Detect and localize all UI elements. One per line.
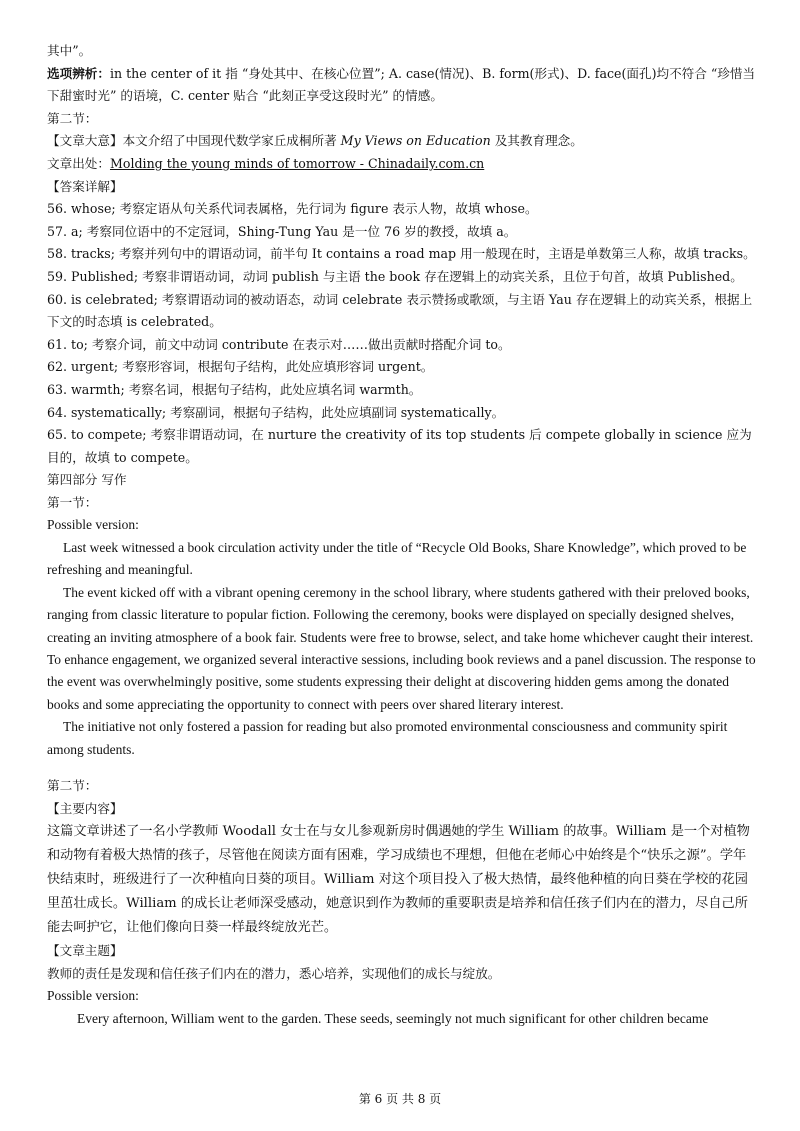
- text-line: 其中”。: [47, 43, 92, 58]
- answer-62: 62. urgent; 考察形容词，根据句子结构，此处应填形容词 urgent。: [47, 359, 434, 375]
- answer-59: 59. Published; 考察非谓语动词，动词 publish 与主语 the book 存在逻辑上的动宾关系，且位于句首，故填 Published。: [47, 268, 743, 284]
- possible-version-label: Possible version:: [47, 517, 139, 533]
- source-link[interactable]: Molding the young minds of tomorrow - Chinadaily.com.cn: [109, 155, 485, 171]
- main-content-text: 这篇文章讲述了一名小学教师 Woodall 女士在与女儿参观新房时偶遇她的学生 William 的故事。William 是一个对植物和动物有着极大热情的孩子，尽管他在阅读方面有困难，学习成绩也不理想，但他在老师心中始终是个“快乐之源”。学年快结束时，班级进行了一次种植向日葵的项目。William 对这个项目投入了极大热情，最终他种植的向日葵在学校的花园里茁壮成长。William 的成长让老师深受感动，她意识到作为教师的重要职责是培养和信任孩子们内在的潜力，尽自己所能去呵护它，让他们像向日葵一样最终绽放光芒。: [47, 824, 750, 936]
- part-four-heading: 第四部分 写作: [47, 472, 127, 488]
- book-title: My Views on Education: [340, 133, 491, 149]
- essay-two-paragraph: Every afternoon, William went to the garden. These seeds, seemingly not much significant for other children became: [77, 1010, 709, 1026]
- answer-56: 56. whose; 考察定语从句关系代词表属格，先行词为 figure 表示人物，故填 whose。: [47, 201, 538, 217]
- page-footer: 第 6 页 共 8 页: [358, 1092, 442, 1106]
- answer-63: 63. warmth; 考察名词，根据句子结构，此处应填名词 warmth。: [47, 381, 422, 397]
- section-two-writing-heading: 第二节：: [47, 777, 98, 793]
- answer-60: 60. is celebrated; 考察谓语动词的被动语态，动词 celebrate 表示赞扬或歌颂，与主语 Yau 存在逻辑上的动宾关系，根据上下文的时态填 is celebrated。: [47, 291, 753, 330]
- option-analysis-label: 选项辨析：: [47, 65, 110, 81]
- summary-text: 【文章大意】本文介绍了中国现代数学家丘成桐所著: [47, 133, 341, 149]
- source-label: 文章出处：: [47, 155, 110, 171]
- option-analysis: [47, 63, 757, 108]
- theme-heading: 【文章主题】: [47, 943, 123, 959]
- article-source: [47, 153, 757, 176]
- spacer: [47, 761, 757, 775]
- possible-version-label-2: Possible version:: [47, 988, 139, 1004]
- essay-one-paragraph: The event kicked off with a vibrant opening ceremony in the school library, where students gathered with their preloved books, ranging from classic literature to popular fiction. Following the ceremony, books were displayed on specially designed shelves, creating an inviting atmosphere of a book fair. Students were free to browse, select, and take home whichever caught their interest. To enhance engagement, we organized several interactive sessions, including book reviews and a panel discussion. The response to the event was overwhelmingly positive, some students expressing their delight at discovering hidden gems among the donated books and some appreciating the opportunity to connect with peers over shared literary interest.: [47, 584, 756, 712]
- answer-65: 65. to compete; 考察非谓语动词，在 nurture the creativity of its top students 后 compete globally in science 应为目的，故填 to compete。: [47, 427, 752, 465]
- answer-57: 57. a; 考察同位语中的不定冠词，Shing-Tung Yau 是一位 76 岁的教授，故填 a。: [47, 223, 517, 239]
- essay-one-paragraph: Last week witnessed a book circulation activity under the title of “Recycle Old Books, Share Knowledge”, which proved to be refreshing and meaningful.: [47, 539, 747, 578]
- article-summary: [47, 130, 757, 153]
- option-analysis-text: in the center of it 指 “身处其中、在核心位置”; A. case(情况)、B. form(形式)、D. face(面孔)均不符合 “珍惜当下甜蜜时光” 的语境，C. center 贴合 “此刻正享受这段时光” 的情感。: [47, 65, 756, 104]
- main-content-heading: 【主要内容】: [47, 800, 123, 816]
- answer-64: 64. systematically; 考察副词，根据句子结构，此处应填副词 systematically。: [47, 404, 505, 420]
- answer-58: 58. tracks; 考察并列句中的谓语动词，前半句 It contains a road map 用一般现在时，主语是单数第三人称，故填 tracks。: [47, 246, 756, 262]
- answers-heading: 【答案详解】: [47, 178, 123, 194]
- section-two-heading: 第二节：: [47, 110, 98, 126]
- essay-one-paragraph: The initiative not only fostered a passion for reading but also promoted environmental consciousness and community spirit among students.: [47, 719, 728, 757]
- answer-61: 61. to; 考察介词，前文中动词 contribute 在表示对……做出贡献时搭配介词 to。: [47, 336, 511, 352]
- document-page: [47, 40, 757, 1030]
- section-one-heading: 第一节：: [47, 494, 98, 510]
- summary-text-end: 及其教育理念。: [490, 133, 583, 149]
- theme-text: 教师的责任是发现和信任孩子们内在的潜力，悉心培养，实现他们的成长与绽放。: [47, 965, 501, 981]
